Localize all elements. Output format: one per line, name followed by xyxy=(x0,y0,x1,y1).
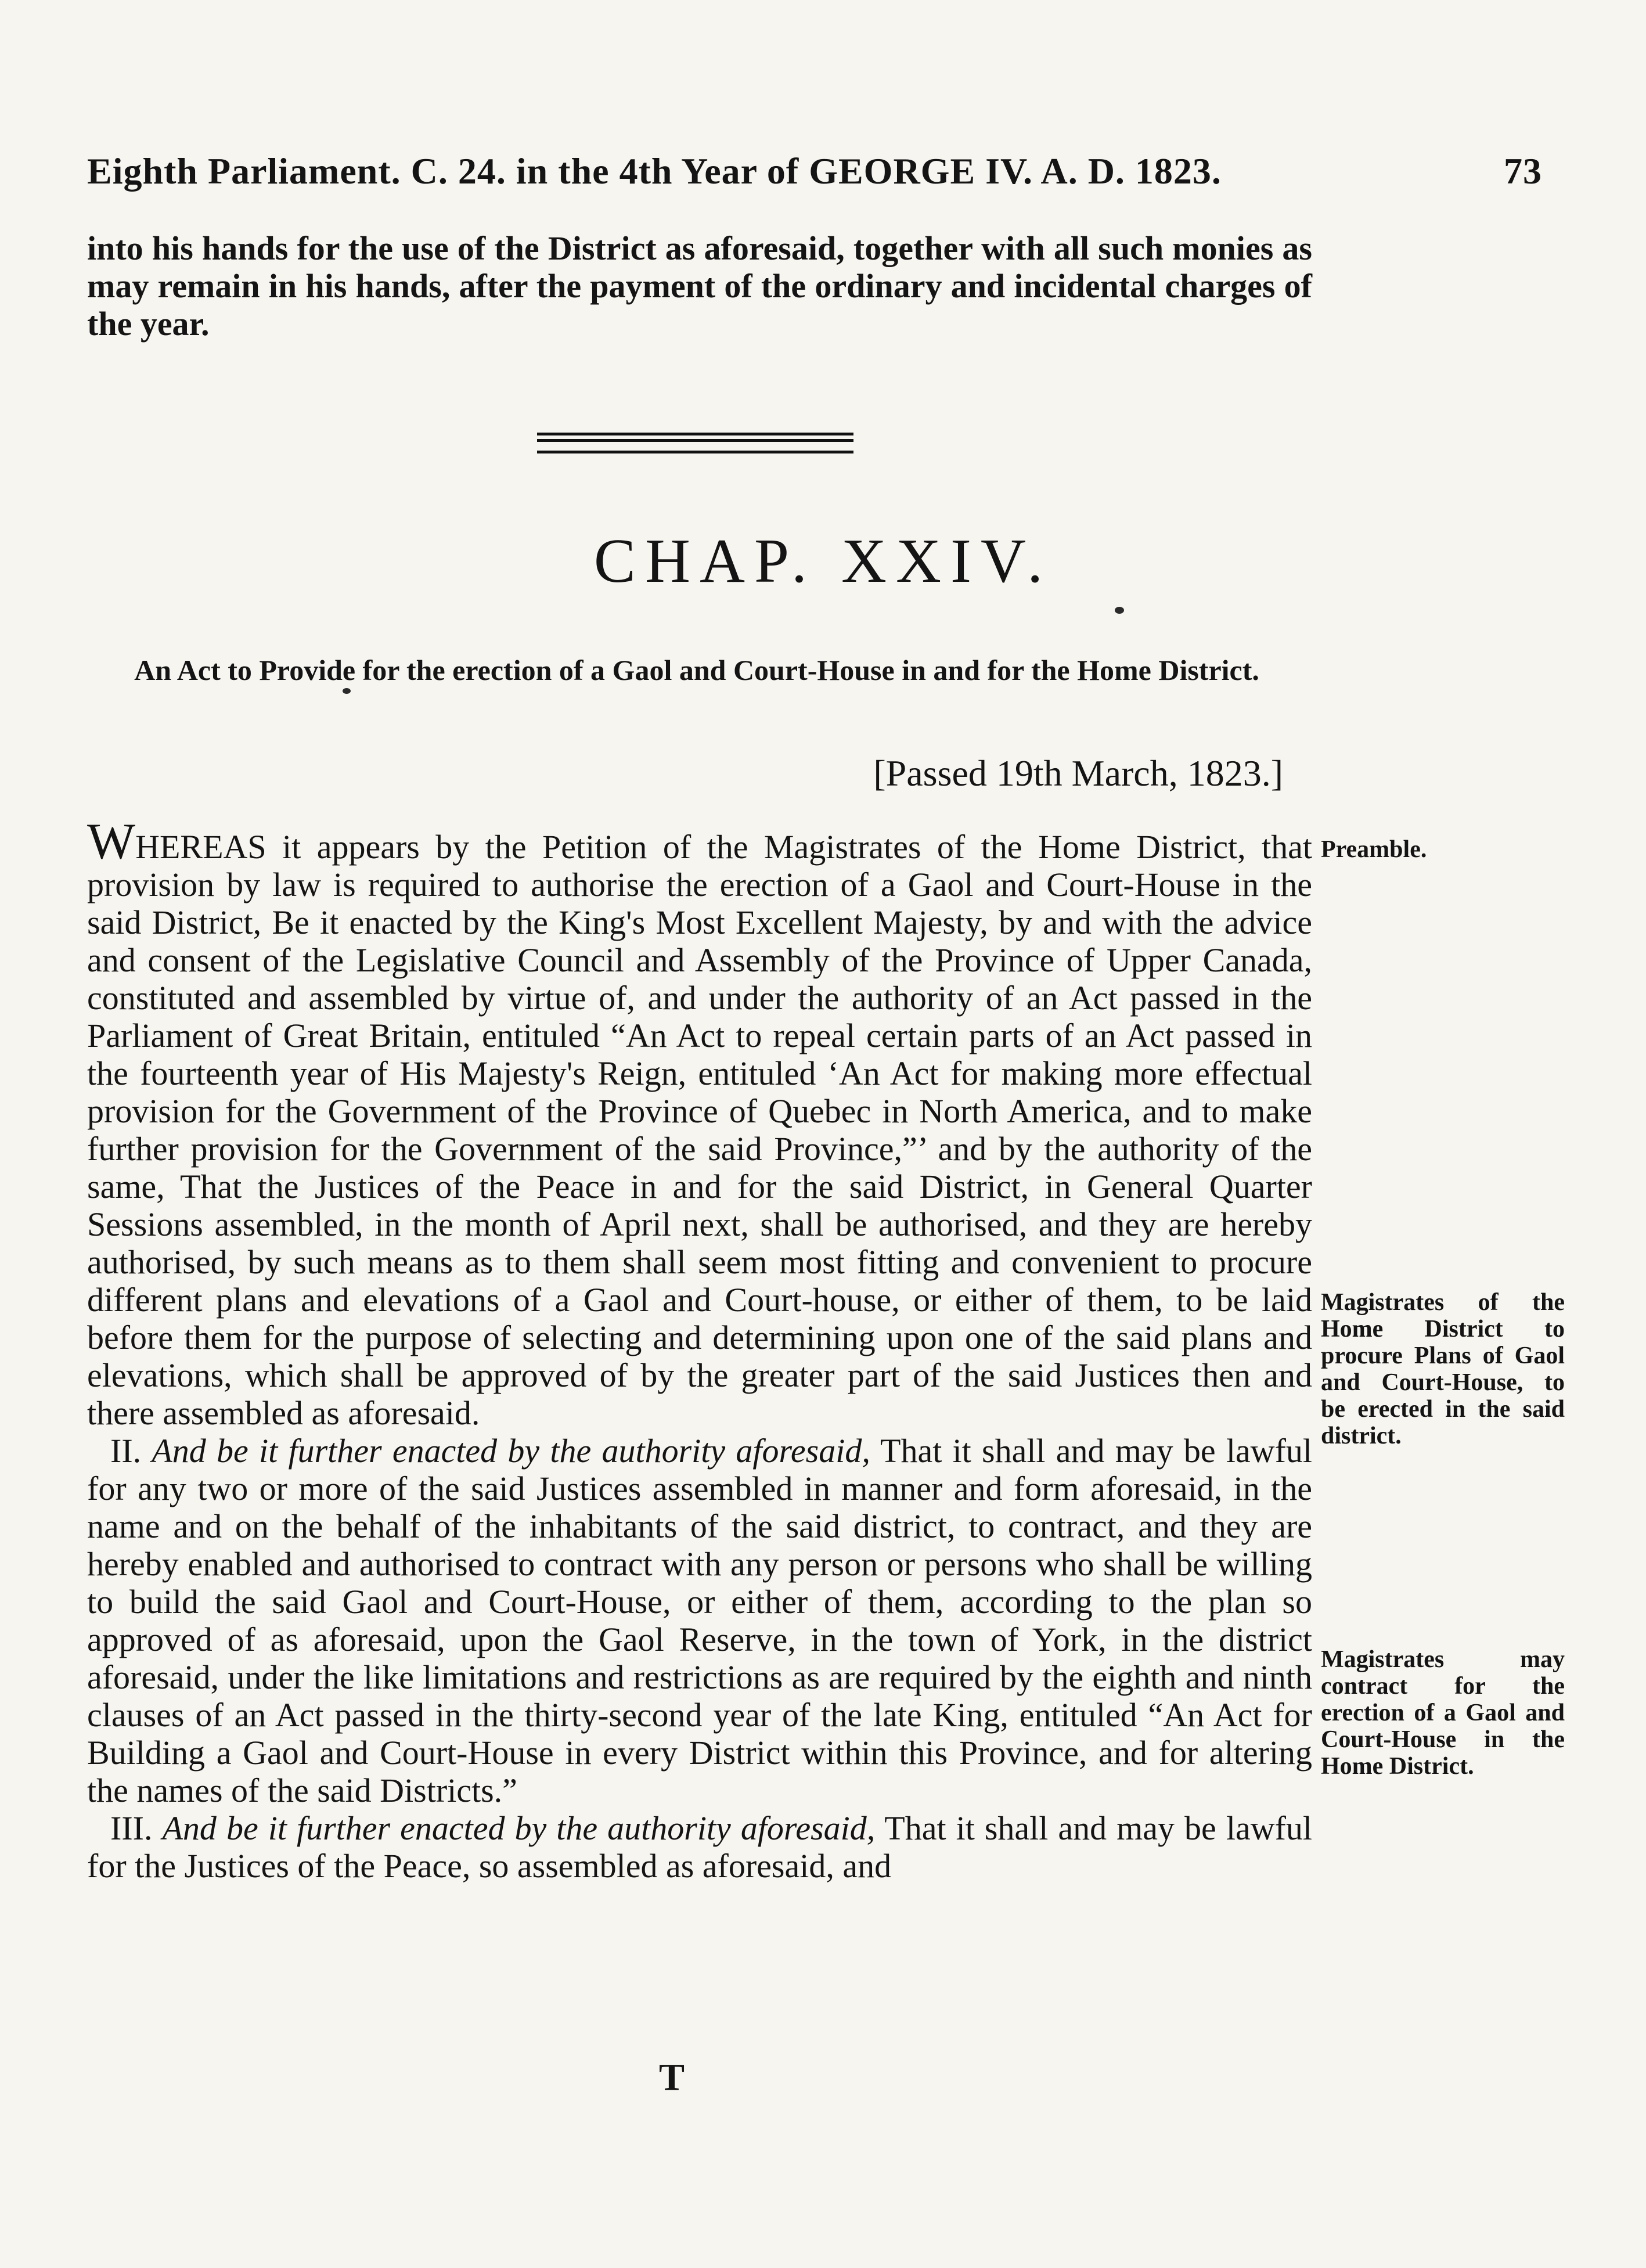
section-3-number: III. xyxy=(110,1809,153,1847)
section-2 xyxy=(87,1432,1312,1809)
signature-mark: T xyxy=(659,2056,685,2098)
marginal-note-contract: Magistrates may contract for the erection of a Gaol and Court-House in the Home District. xyxy=(1321,1646,1565,1780)
section-2-text: That it shall and may be lawful for any two or more of the said Justices assembled in manner and form aforesaid, in the name and on the behalf of the inhabitants of the said district, to contract, and they are hereby enabled and authorised to contract with any person or persons who shall be willing to build the said Gaol and Court-House, or either of them, according to the plan so approved of as aforesaid, upon the Gaol Reserve, in the town of York, in the district aforesaid, under the like limitations and restrictions as are required by the eighth and ninth clauses of an Act passed in the thirty-second year of the late King, entituled “An Act for Building a Gaol and Court-House in every District within this Province, and for altering the names of the said Districts.” xyxy=(87,1432,1312,1809)
ink-speck xyxy=(1115,607,1124,614)
page-number: 73 xyxy=(1504,150,1542,192)
preamble-paragraph xyxy=(87,813,1312,1432)
running-head: Eighth Parliament. C. 24. in the 4th Year of GEORGE IV. A. D. 1823. xyxy=(87,150,1222,192)
marginal-note-procure-plans: Magistrates of the Home District to procure Plans of Gaol and Court-House, to be erected in the said district. xyxy=(1321,1289,1565,1449)
running-header xyxy=(87,150,1542,193)
preamble-text: HEREAS it appears by the Petition of the Magistrates of the Home District, that provision by law is required to authorise the erection of a Gaol and Court-House in the said District, Be it enacted by the King's Most Excellent Majesty, by and with the advice and consent of the Legislative Council and Assembly of the Province of Upper Canada, constituted and assembled by virtue of, and under the authority of an Act passed in the Parliament of Great Britain, entituled “An Act to repeal certain parts of an Act passed in the fourteenth year of His Majesty's Reign, entituled ‘An Act for making more effectual provision for the Government of the Province of Quebec in North America, and to make further provision for the Government of the said Province,”’ and by the authority of the same, That the Justices of the Peace in and for the said District, in General Quarter Sessions assembled, in the month of April next, shall be authorised, and they are hereby authorised, by such means as to them shall seem most fitting and convenient to procure different plans and elevations of a Gaol and Court-house, or either of them, to be laid before them for the purpose of selecting and determining upon one of the said plans and elevations, which shall be approved of by the greater part of the said Justices then and there assembled as aforesaid. xyxy=(87,828,1312,1432)
section-3-enacting: And be it further enacted by the authority aforesaid, xyxy=(162,1809,876,1847)
section-3 xyxy=(87,1809,1312,1885)
section-3-text: That it shall and may be lawful for the Justices of the Peace, so assembled as aforesaid, and xyxy=(87,1809,1313,1885)
passed-date: [Passed 19th March, 1823.] xyxy=(873,753,1283,794)
section-2-number: II. xyxy=(110,1432,142,1470)
ink-speck xyxy=(343,688,351,694)
chapter-title: CHAP. XXIV. xyxy=(593,527,1053,596)
section-2-enacting: And be it further enacted by the authority aforesaid, xyxy=(152,1432,870,1470)
act-title: An Act to Provide for the erection of a Gaol and Court-House in and for the Home District. xyxy=(134,654,1259,686)
continuation-paragraph: into his hands for the use of the District as aforesaid, together with all such monies as may remain in his hands, after the payment of the ordinary and incidental charges of the year. xyxy=(87,229,1312,343)
section-divider xyxy=(537,433,853,453)
marginal-note-preamble: Preamble. xyxy=(1321,836,1427,863)
drop-cap: W xyxy=(87,813,136,870)
act-body xyxy=(87,813,1313,1885)
